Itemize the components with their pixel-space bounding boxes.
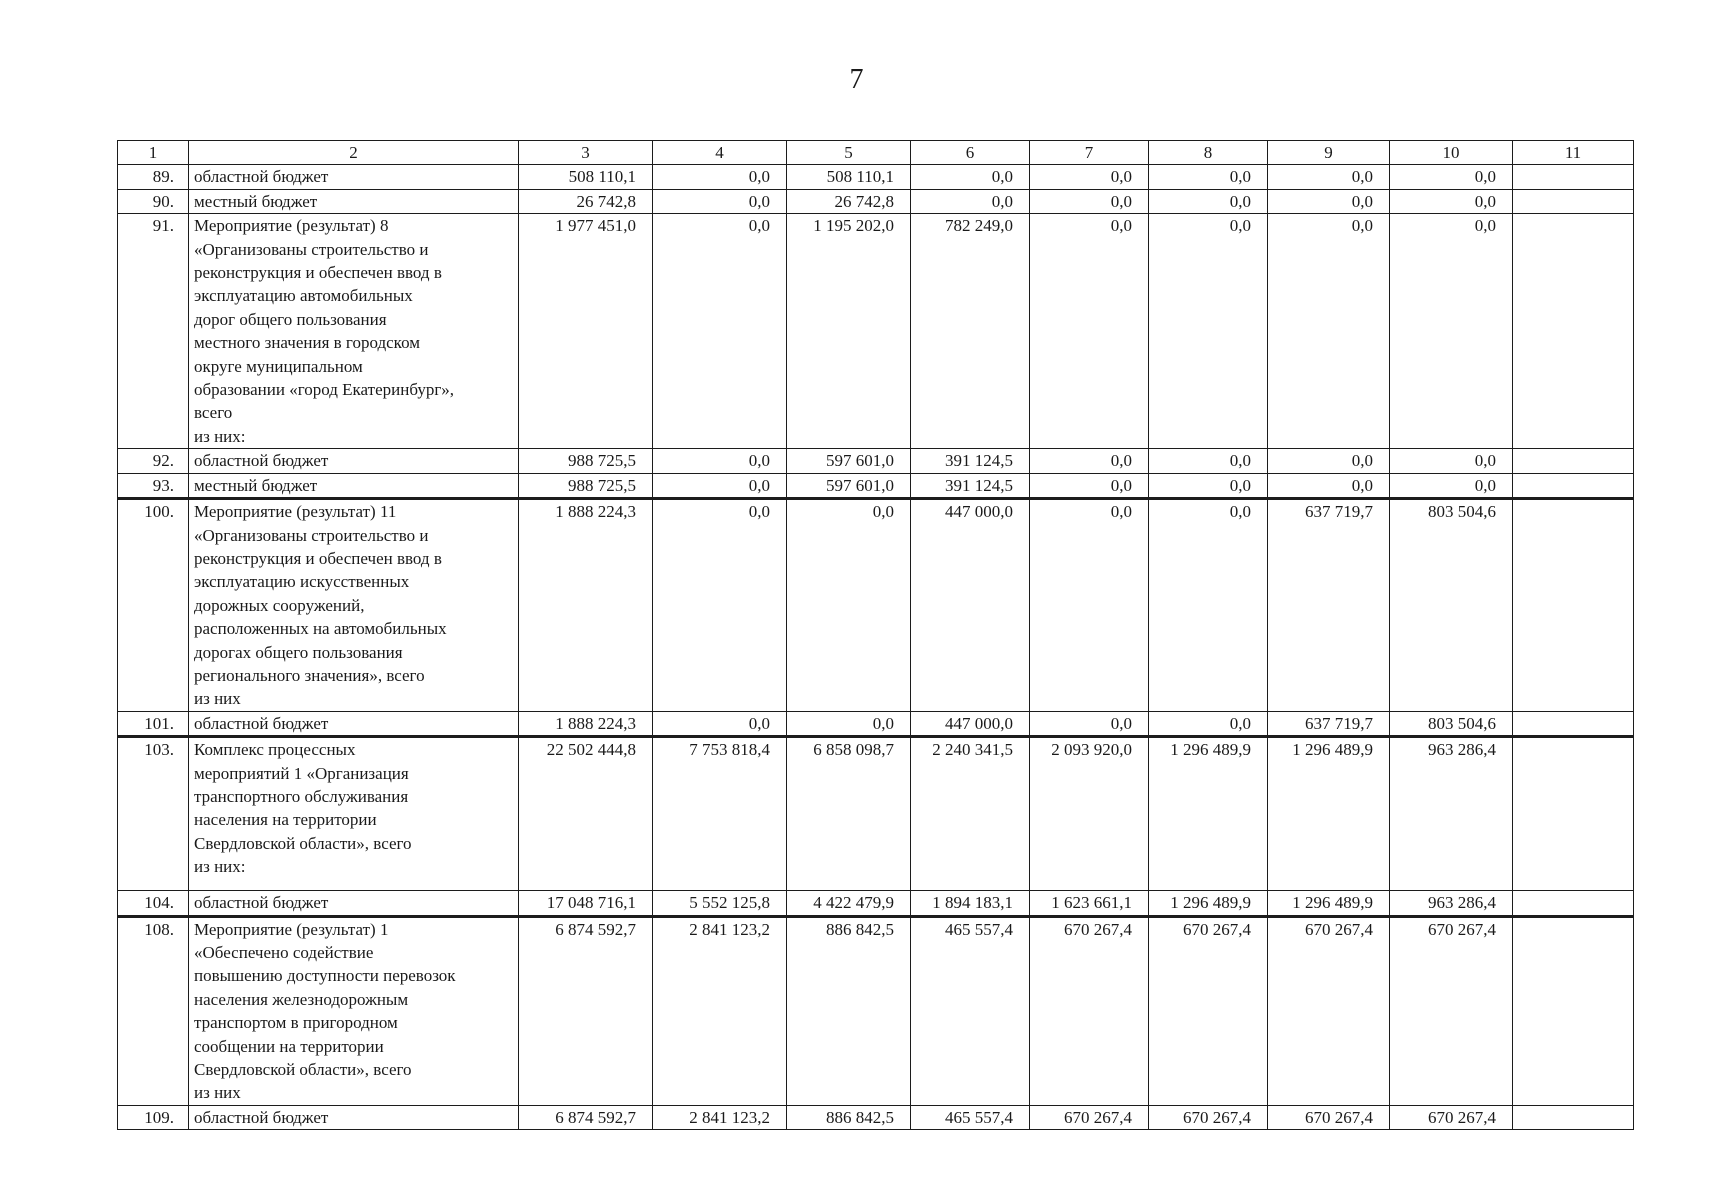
amount-cell: 0,0 xyxy=(911,189,1030,213)
amount-cell: 963 286,4 xyxy=(1390,737,1513,891)
amount-cell: 0,0 xyxy=(1390,189,1513,213)
row-name-cell: местный бюджет xyxy=(189,473,519,498)
amount-cell: 637 719,7 xyxy=(1268,499,1390,712)
amount-cell: 0,0 xyxy=(1268,189,1390,213)
table-row xyxy=(118,165,1634,189)
column-number-cell: 4 xyxy=(653,141,787,165)
column-11-cell xyxy=(1513,891,1634,916)
column-number-cell: 8 xyxy=(1149,141,1268,165)
amount-cell: 0,0 xyxy=(1030,711,1149,736)
amount-cell: 17 048 716,1 xyxy=(519,891,653,916)
amount-cell: 637 719,7 xyxy=(1268,711,1390,736)
table-row xyxy=(118,499,1634,712)
amount-cell: 0,0 xyxy=(1030,214,1149,449)
budget-table xyxy=(117,140,1634,1130)
amount-cell: 670 267,4 xyxy=(1268,916,1390,1105)
column-11-cell xyxy=(1513,473,1634,498)
column-number-cell: 2 xyxy=(189,141,519,165)
row-name-cell: Мероприятие (результат) 8 «Организованы строительство и реконструкция и обеспечен ввод в эксплуатацию автомобильных дорог общего пользования местного значения в городском округе муниципальном образовании «город Екатеринбург», всего из них: xyxy=(189,214,519,449)
amount-cell: 0,0 xyxy=(1149,449,1268,473)
amount-cell: 886 842,5 xyxy=(787,916,911,1105)
amount-cell: 0,0 xyxy=(653,473,787,498)
table-row xyxy=(118,711,1634,736)
column-number-cell: 10 xyxy=(1390,141,1513,165)
table-row xyxy=(118,449,1634,473)
amount-cell: 7 753 818,4 xyxy=(653,737,787,891)
row-number-cell: 92. xyxy=(118,449,189,473)
table-row xyxy=(118,1105,1634,1129)
amount-cell: 0,0 xyxy=(1149,473,1268,498)
amount-cell: 670 267,4 xyxy=(1390,916,1513,1105)
amount-cell: 1 623 661,1 xyxy=(1030,891,1149,916)
amount-cell: 6 874 592,7 xyxy=(519,916,653,1105)
amount-cell: 886 842,5 xyxy=(787,1105,911,1129)
amount-cell: 1 296 489,9 xyxy=(1268,737,1390,891)
amount-cell: 1 296 489,9 xyxy=(1149,737,1268,891)
amount-cell: 0,0 xyxy=(1390,165,1513,189)
row-number-cell: 109. xyxy=(118,1105,189,1129)
amount-cell: 4 422 479,9 xyxy=(787,891,911,916)
amount-cell: 963 286,4 xyxy=(1390,891,1513,916)
table-row xyxy=(118,916,1634,1105)
column-number-cell: 6 xyxy=(911,141,1030,165)
amount-cell: 670 267,4 xyxy=(1149,916,1268,1105)
amount-cell: 0,0 xyxy=(1390,449,1513,473)
column-11-cell xyxy=(1513,916,1634,1105)
amount-cell: 0,0 xyxy=(1030,499,1149,712)
column-11-cell xyxy=(1513,737,1634,891)
amount-cell: 508 110,1 xyxy=(519,165,653,189)
amount-cell: 1 296 489,9 xyxy=(1149,891,1268,916)
amount-cell: 5 552 125,8 xyxy=(653,891,787,916)
amount-cell: 391 124,5 xyxy=(911,473,1030,498)
amount-cell: 0,0 xyxy=(1390,214,1513,449)
amount-cell: 0,0 xyxy=(1268,449,1390,473)
row-number-cell: 104. xyxy=(118,891,189,916)
amount-cell: 0,0 xyxy=(1149,189,1268,213)
amount-cell: 465 557,4 xyxy=(911,1105,1030,1129)
column-11-cell xyxy=(1513,189,1634,213)
column-11-cell xyxy=(1513,711,1634,736)
amount-cell: 670 267,4 xyxy=(1268,1105,1390,1129)
amount-cell: 0,0 xyxy=(653,499,787,712)
row-name-cell: областной бюджет xyxy=(189,165,519,189)
amount-cell: 26 742,8 xyxy=(787,189,911,213)
column-number-cell: 1 xyxy=(118,141,189,165)
row-number-cell: 93. xyxy=(118,473,189,498)
row-number-cell: 100. xyxy=(118,499,189,712)
column-number-cell: 3 xyxy=(519,141,653,165)
row-number-cell: 90. xyxy=(118,189,189,213)
amount-cell: 1 296 489,9 xyxy=(1268,891,1390,916)
table-row xyxy=(118,737,1634,891)
amount-cell: 0,0 xyxy=(1390,473,1513,498)
row-number-cell: 103. xyxy=(118,737,189,891)
row-name-cell: местный бюджет xyxy=(189,189,519,213)
amount-cell: 0,0 xyxy=(787,711,911,736)
amount-cell: 2 093 920,0 xyxy=(1030,737,1149,891)
amount-cell: 0,0 xyxy=(1149,165,1268,189)
amount-cell: 6 874 592,7 xyxy=(519,1105,653,1129)
amount-cell: 2 841 123,2 xyxy=(653,916,787,1105)
amount-cell: 1 977 451,0 xyxy=(519,214,653,449)
row-name-cell: областной бюджет xyxy=(189,449,519,473)
amount-cell: 1 195 202,0 xyxy=(787,214,911,449)
amount-cell: 0,0 xyxy=(1030,449,1149,473)
column-number-cell: 9 xyxy=(1268,141,1390,165)
column-number-cell: 5 xyxy=(787,141,911,165)
column-11-cell xyxy=(1513,449,1634,473)
column-11-cell xyxy=(1513,214,1634,449)
amount-cell: 782 249,0 xyxy=(911,214,1030,449)
amount-cell: 0,0 xyxy=(1149,711,1268,736)
amount-cell: 465 557,4 xyxy=(911,916,1030,1105)
amount-cell: 1 888 224,3 xyxy=(519,711,653,736)
amount-cell: 597 601,0 xyxy=(787,449,911,473)
amount-cell: 0,0 xyxy=(653,711,787,736)
amount-cell: 0,0 xyxy=(787,499,911,712)
amount-cell: 0,0 xyxy=(653,165,787,189)
column-11-cell xyxy=(1513,1105,1634,1129)
amount-cell: 0,0 xyxy=(1030,473,1149,498)
table-header-row xyxy=(118,141,1634,165)
table-row xyxy=(118,891,1634,916)
amount-cell: 670 267,4 xyxy=(1030,916,1149,1105)
amount-cell: 6 858 098,7 xyxy=(787,737,911,891)
amount-cell: 0,0 xyxy=(1268,214,1390,449)
amount-cell: 0,0 xyxy=(653,214,787,449)
amount-cell: 447 000,0 xyxy=(911,499,1030,712)
amount-cell: 0,0 xyxy=(1268,165,1390,189)
row-name-cell: областной бюджет xyxy=(189,711,519,736)
amount-cell: 391 124,5 xyxy=(911,449,1030,473)
row-number-cell: 91. xyxy=(118,214,189,449)
amount-cell: 447 000,0 xyxy=(911,711,1030,736)
row-name-cell: Комплекс процессных мероприятий 1 «Организация транспортного обслуживания населения на территории Свердловской области», всего из них: xyxy=(189,737,519,891)
amount-cell: 670 267,4 xyxy=(1390,1105,1513,1129)
amount-cell: 1 888 224,3 xyxy=(519,499,653,712)
amount-cell: 0,0 xyxy=(1030,165,1149,189)
column-number-cell: 11 xyxy=(1513,141,1634,165)
row-name-cell: Мероприятие (результат) 1 «Обеспечено содействие повышению доступности перевозок населения железнодорожным транспортом в пригородном сообщении на территории Свердловской области», всего из них xyxy=(189,916,519,1105)
row-number-cell: 101. xyxy=(118,711,189,736)
amount-cell: 1 894 183,1 xyxy=(911,891,1030,916)
column-11-cell xyxy=(1513,499,1634,712)
amount-cell: 803 504,6 xyxy=(1390,499,1513,712)
table-row xyxy=(118,473,1634,498)
amount-cell: 0,0 xyxy=(653,189,787,213)
row-name-cell: Мероприятие (результат) 11 «Организованы строительство и реконструкция и обеспечен ввод в эксплуатацию искусственных дорожных сооружений, расположенных на автомобильных дорогах общего пользования регионального значения», всего из них xyxy=(189,499,519,712)
amount-cell: 597 601,0 xyxy=(787,473,911,498)
amount-cell: 508 110,1 xyxy=(787,165,911,189)
amount-cell: 988 725,5 xyxy=(519,473,653,498)
column-number-cell: 7 xyxy=(1030,141,1149,165)
amount-cell: 2 240 341,5 xyxy=(911,737,1030,891)
amount-cell: 2 841 123,2 xyxy=(653,1105,787,1129)
row-number-cell: 108. xyxy=(118,916,189,1105)
row-number-cell: 89. xyxy=(118,165,189,189)
amount-cell: 0,0 xyxy=(1149,214,1268,449)
page-number: 7 xyxy=(849,64,864,95)
table-row xyxy=(118,214,1634,449)
amount-cell: 670 267,4 xyxy=(1030,1105,1149,1129)
amount-cell: 0,0 xyxy=(1030,189,1149,213)
amount-cell: 0,0 xyxy=(911,165,1030,189)
amount-cell: 803 504,6 xyxy=(1390,711,1513,736)
row-name-cell: областной бюджет xyxy=(189,891,519,916)
row-name-cell: областной бюджет xyxy=(189,1105,519,1129)
amount-cell: 22 502 444,8 xyxy=(519,737,653,891)
amount-cell: 0,0 xyxy=(1149,499,1268,712)
column-11-cell xyxy=(1513,165,1634,189)
amount-cell: 988 725,5 xyxy=(519,449,653,473)
amount-cell: 0,0 xyxy=(1268,473,1390,498)
amount-cell: 670 267,4 xyxy=(1149,1105,1268,1129)
table-row xyxy=(118,189,1634,213)
amount-cell: 26 742,8 xyxy=(519,189,653,213)
amount-cell: 0,0 xyxy=(653,449,787,473)
